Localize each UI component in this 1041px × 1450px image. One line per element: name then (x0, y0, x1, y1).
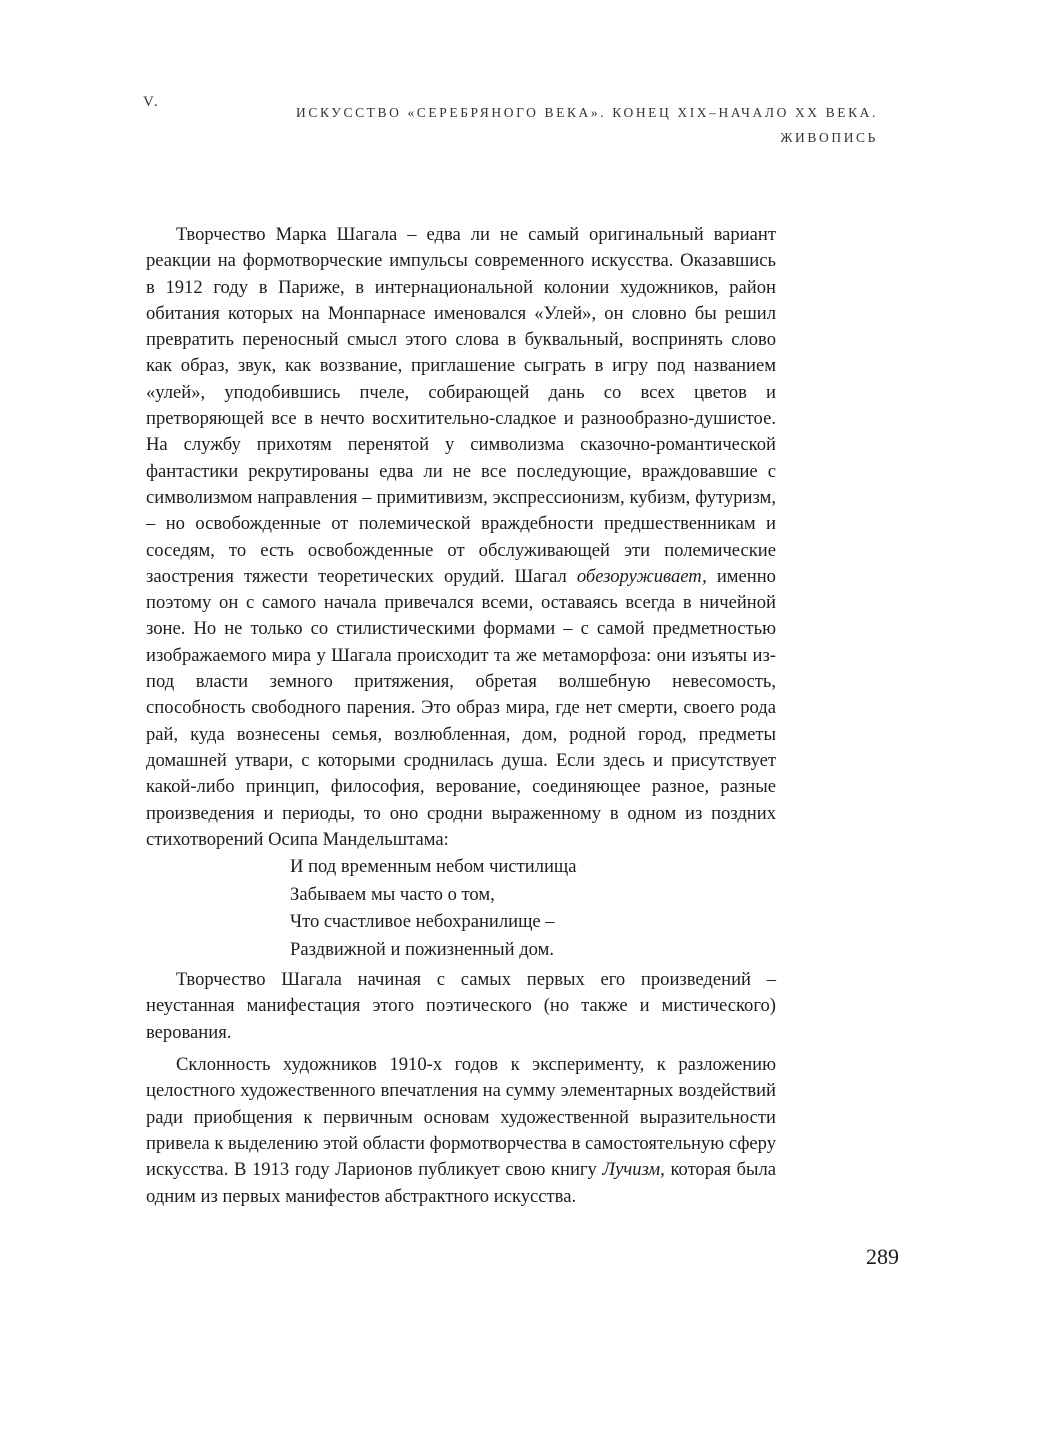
body-text (146, 222, 776, 1210)
verse-line-3: Что счастливое небохранилище – (290, 911, 555, 933)
paragraph-chagall-emphasis: обезоруживает, (576, 565, 707, 587)
paragraph-experiment-emphasis: Лучизм, (602, 1159, 665, 1181)
page-number: 289 (866, 1244, 899, 1269)
paragraph-experiment (146, 1052, 776, 1210)
paragraph-experiment-text-2: которая была одним из первых манифестов абстрактного искусства. (146, 1159, 776, 1207)
running-head-title-line-1: ИСКУССТВО «СЕРЕБРЯНОГО ВЕКА». КОНЕЦ XIX–НАЧАЛО XX ВЕКА. (296, 105, 878, 120)
paragraph-chagall-text-1: Творчество Марка Шагала – едва ли не самый оригинальный вариант реакции на формотворческие импульсы современного искусства. Оказавшись в 1912 году в Париже, в интернациональной колонии художников, район обитания которых на Монпарнасе именовался «Улей», он словно бы решил превратить переносный смысл этого слова в буквальный, воспринять слово как образ, звук, как воззвание, приглашение сыграть в игру под названием «улей», уподобившись пчеле, собирающей дань со всех цветов и претворяющей все в нечто восхитительно-сладкое и разнообразно-душистое. На службу прихотям перенятой у символизма сказочно-романтической фантастики рекрутированы едва ли не все последующие, враждовавшие с символизмом направления – примитивизм, экспрессионизм, кубизм, футуризм, – но освобожденные от полемической враждебности предшественникам и соседям, то есть освобожденные от обслуживающей эти полемические заострения тяжести теоретических орудий. Шагал (146, 224, 776, 587)
paragraph-chagall (146, 222, 776, 853)
running-head-title (238, 100, 878, 150)
running-head (0, 0, 1041, 160)
verse-line-2: Забываем мы часто о том, (290, 883, 495, 905)
paragraph-manifestation: Творчество Шагала начиная с самых первых его произведений – неустанная манифестация этого поэтического (но также и мистического) верования. (146, 969, 776, 1043)
verse-line-4: Раздвижной и пожизненный дом. (290, 938, 555, 960)
running-head-title-line-2: ЖИВОПИСЬ (780, 130, 878, 145)
verse-line-1: И под временным небом чистилища (290, 856, 577, 878)
section-number: V. (143, 94, 160, 110)
paragraph-experiment-text-1: Склонность художников 1910-х годов к эксперименту, к разложению целостного художественного впечатления на сумму элементарных воздействий ради приобщения к первичным основам художественной выразительности привела к выделению этой области формотворчества в самостоятельную сферу искусства. В 1913 году Ларионов публикует свою книгу (146, 1054, 776, 1181)
paragraph-chagall-text-2: именно поэтому он с самого начала привечался всеми, оставаясь всегда в ничейной зоне. Но не только со стилистическими формами – с самой предметностью изображаемого мира у Шагала происходит та же метаморфоза: они изъяты из-под власти земного притяжения, обретая волшебную невесомость, способность свободного парения. Это образ мира, где нет смерти, своего рода рай, куда вознесены семья, возлюбленная, дом, родной город, предметы домашней утвари, с которыми сроднилась душа. Если здесь и присутствует какой-либо принцип, философия, верование, соединяющее разное, разные произведения и периоды, то оно сродни выраженному в одном из поздних стихотворений Осипа Мандельштама: (146, 565, 776, 850)
verse-quote (146, 853, 776, 963)
